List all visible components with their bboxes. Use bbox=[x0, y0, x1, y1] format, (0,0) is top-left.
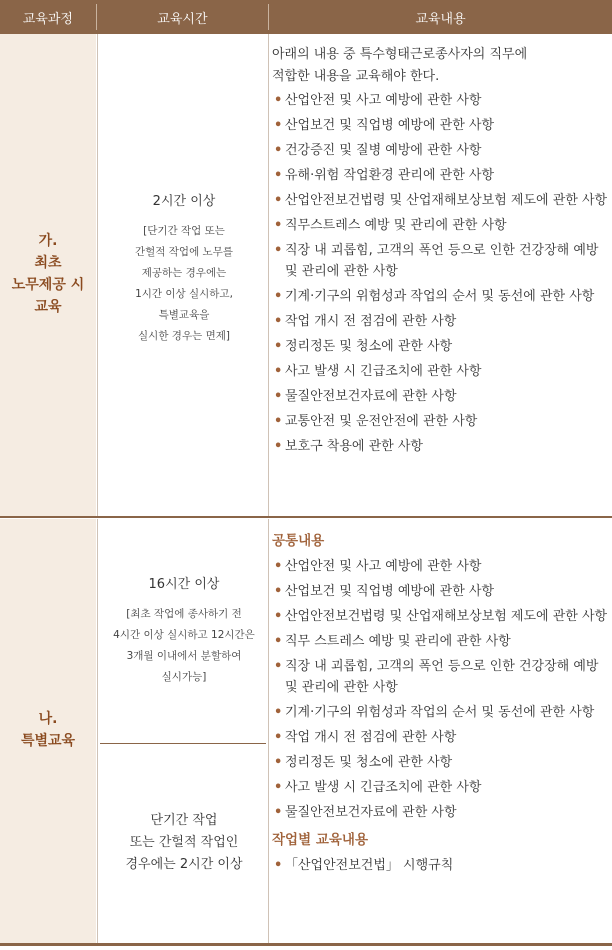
time-2b-line: 단기간 작업 bbox=[150, 813, 218, 828]
content-list-3 bbox=[272, 855, 608, 876]
time-note-1 bbox=[100, 221, 268, 347]
course-label-line: 노무제공 시 bbox=[11, 277, 85, 293]
table-bottom-border bbox=[0, 943, 612, 946]
list-item: • 물질안전보건자료에 관한 사항 bbox=[272, 802, 608, 823]
content-cell-2 bbox=[272, 530, 608, 880]
course-label-2 bbox=[0, 708, 96, 752]
column-divider bbox=[268, 519, 269, 943]
header-course: 교육과정 bbox=[22, 11, 73, 27]
time-2b-line: 경우에는 2시간 이상 bbox=[125, 857, 243, 872]
time-main-2a: 16시간 이상 bbox=[148, 577, 220, 592]
list-item: • 사고 발생 시 긴급조치에 관한 사항 bbox=[272, 361, 608, 382]
time-main-1: 2시간 이상 bbox=[152, 194, 216, 209]
list-item: • 「산업안전보건법」 시행규칙 bbox=[272, 855, 608, 876]
time-note-line: 실시한 경우는 면제] bbox=[138, 330, 230, 342]
table-header bbox=[0, 0, 612, 34]
list-item: • 기계·기구의 위험성과 작업의 순서 및 동선에 관한 사항 bbox=[272, 286, 608, 307]
header-content: 교육내용 bbox=[415, 11, 466, 27]
course-label-line: 특별교육 bbox=[20, 733, 76, 749]
content-list-1 bbox=[272, 90, 608, 457]
intro-line: 적합한 내용을 교육해야 한다. bbox=[272, 69, 440, 84]
time-note-2a bbox=[100, 604, 268, 688]
time-note-line: [최초 작업에 종사하기 전 bbox=[126, 608, 242, 620]
list-item: • 산업안전보건법령 및 산업재해보상보험 제도에 관한 사항 bbox=[272, 190, 608, 211]
time-subdivider bbox=[100, 743, 266, 744]
specific-content-heading: 작업별 교육내용 bbox=[272, 832, 368, 848]
time-note-line: [단기간 작업 또는 bbox=[143, 225, 225, 237]
list-item: • 직장 내 괴롭힘, 고객의 폭언 등으로 인한 건강장해 예방 및 관리에 관한 사항 bbox=[272, 656, 608, 698]
time-note-line: 제공하는 경우에는 bbox=[141, 267, 227, 279]
course-label-line: 나. bbox=[38, 711, 58, 727]
list-item: • 기계·기구의 위험성과 작업의 순서 및 동선에 관한 사항 bbox=[272, 702, 608, 723]
list-item: • 물질안전보건자료에 관한 사항 bbox=[272, 386, 608, 407]
time-note-line: 특별교육을 bbox=[158, 309, 210, 321]
list-item: • 작업 개시 전 점검에 관한 사항 bbox=[272, 311, 608, 332]
list-item: • 건강증진 및 질병 예방에 관한 사항 bbox=[272, 140, 608, 161]
time-note-line: 3개월 이내에서 분할하여 bbox=[126, 650, 242, 662]
common-content-heading: 공통내용 bbox=[272, 533, 325, 549]
time-block-1 bbox=[100, 190, 268, 347]
time-note-line: 간헐적 작업에 노무를 bbox=[135, 246, 233, 258]
list-item: • 직무 스트레스 예방 및 관리에 관한 사항 bbox=[272, 631, 608, 652]
list-item: • 산업보건 및 직업병 예방에 관한 사항 bbox=[272, 115, 608, 136]
list-item: • 정리정돈 및 청소에 관한 사항 bbox=[272, 336, 608, 357]
list-item: • 직장 내 괴롭힘, 고객의 폭언 등으로 인한 건강장해 예방 및 관리에 관한 사항 bbox=[272, 240, 608, 282]
list-item: • 작업 개시 전 점검에 관한 사항 bbox=[272, 727, 608, 748]
list-item: • 보호구 착용에 관한 사항 bbox=[272, 436, 608, 457]
course-label-line: 가. bbox=[38, 233, 58, 249]
header-time: 교육시간 bbox=[157, 11, 208, 27]
content-intro bbox=[272, 44, 608, 88]
list-item: • 직무스트레스 예방 및 관리에 관한 사항 bbox=[272, 215, 608, 236]
time-note-line: 1시간 이상 실시하고, bbox=[135, 288, 233, 300]
time-2b-line: 또는 간헐적 작업인 bbox=[129, 835, 239, 850]
intro-line: 아래의 내용 중 특수형태근로종사자의 직무에 bbox=[272, 47, 528, 62]
course-label-1 bbox=[0, 230, 96, 318]
time-note-line: 4시간 이상 실시하고 12시간은 bbox=[113, 629, 255, 641]
list-item: • 산업안전보건법령 및 산업재해보상보험 제도에 관한 사항 bbox=[272, 606, 608, 627]
list-item: • 정리정돈 및 청소에 관한 사항 bbox=[272, 752, 608, 773]
course-label-line: 최초 bbox=[34, 255, 62, 271]
list-item: • 사고 발생 시 긴급조치에 관한 사항 bbox=[272, 777, 608, 798]
list-item: • 산업보건 및 직업병 예방에 관한 사항 bbox=[272, 581, 608, 602]
list-item: • 산업안전 및 사고 예방에 관한 사항 bbox=[272, 90, 608, 111]
list-item: • 산업안전 및 사고 예방에 관한 사항 bbox=[272, 556, 608, 577]
time-block-2b bbox=[100, 810, 268, 876]
list-item: • 교통안전 및 운전안전에 관한 사항 bbox=[272, 411, 608, 432]
course-label-line: 교육 bbox=[34, 299, 62, 315]
time-note-line: 실시가능] bbox=[161, 671, 207, 683]
list-item: • 유해·위험 작업환경 관리에 관한 사항 bbox=[272, 165, 608, 186]
content-list-2 bbox=[272, 556, 608, 823]
content-cell-1 bbox=[272, 44, 608, 461]
column-divider bbox=[268, 34, 269, 516]
column-divider bbox=[97, 34, 98, 516]
column-divider bbox=[97, 519, 98, 943]
row-divider bbox=[0, 516, 612, 518]
time-block-2a bbox=[100, 573, 268, 688]
